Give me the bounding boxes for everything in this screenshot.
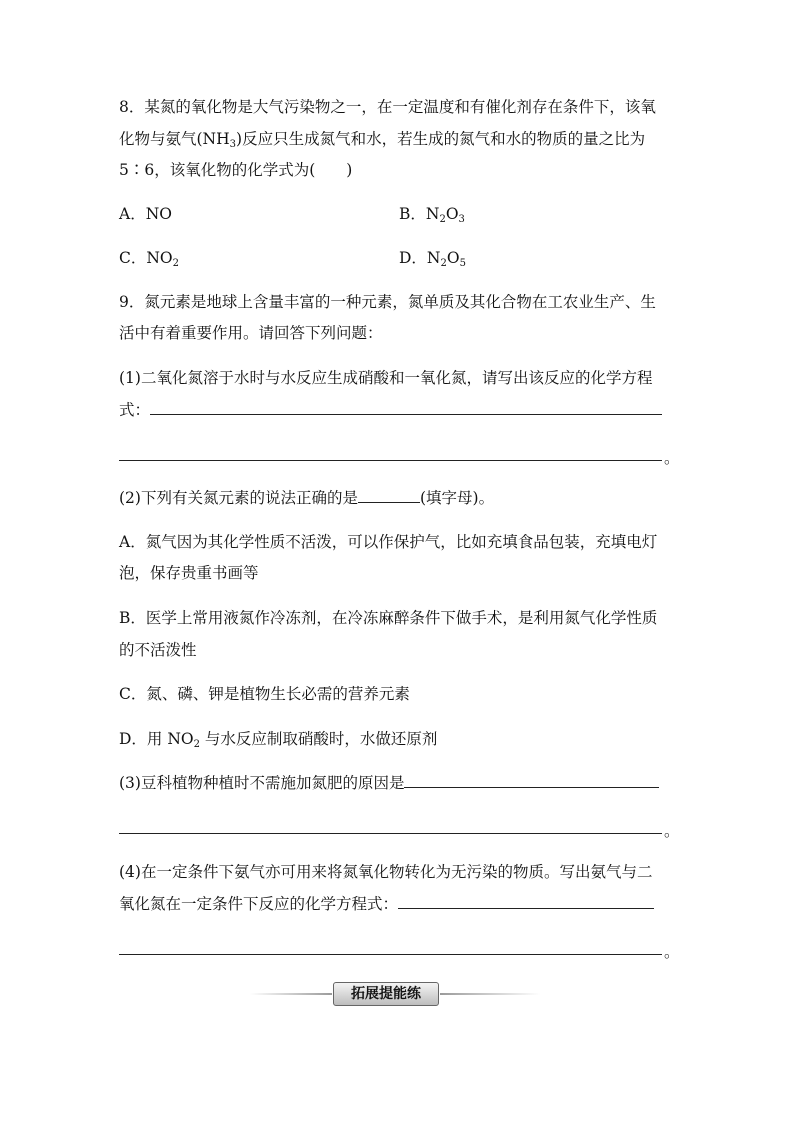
- q9-part1-line-1: (1)二氧化氮溶于水时与水反应生成硝酸和一氧化氮，请写出该反应的化学方程: [119, 369, 653, 387]
- banner-divider-left: [250, 993, 332, 995]
- q9-option-a-line-2: 泡，保存贵重书画等: [119, 564, 259, 582]
- period: 。: [664, 943, 680, 961]
- answer-rule[interactable]: [119, 460, 662, 461]
- answer-blank[interactable]: [150, 400, 662, 415]
- q8-stem-line-3: 5∶6，该氧化物的化学式为( ): [119, 161, 353, 179]
- q8-option-c: C．$NO_2$: [119, 249, 180, 269]
- answer-blank[interactable]: [404, 773, 659, 788]
- section-banner: [250, 982, 540, 1006]
- q9-intro-line-2: 活中有着重要作用。请回答下列问题：: [119, 324, 383, 342]
- q8-stem-line-2: 化物与氨气$(NH_3)$反应只生成氮气和水，若生成的氮气和水的物质的量之比为: [119, 130, 646, 150]
- q9-part4-line-1: (4)在一定条件下氨气亦可用来将氮氧化物转化为无污染的物质。写出氨气与二: [119, 863, 653, 881]
- q9-part1-line-2: 式：: [119, 400, 662, 420]
- q9-option-a-line-1: A．氮气因为其化学性质不活泼，可以作保护气，比如充填食品包装，充填电灯: [119, 533, 658, 551]
- q8-option-a: A．NO: [119, 205, 172, 223]
- q9-part3-stem: (3)豆科植物种植时不需施加氮肥的原因是: [119, 773, 659, 793]
- answer-rule[interactable]: [119, 833, 662, 834]
- period: 。: [664, 822, 680, 840]
- q9-part2-stem: (2)下列有关氮元素的说法正确的是 (填字母)。: [119, 489, 495, 507]
- q9-part4-line-2: 氧化氮在一定条件下反应的化学方程式：: [119, 894, 654, 914]
- period: 。: [664, 449, 680, 467]
- q8-stem-line-1: 8．某氮的氧化物是大气污染物之一，在一定温度和有催化剂存在条件下，该氧: [119, 98, 656, 116]
- q9-option-c: C．氮、磷、钾是植物生长必需的营养元素: [119, 685, 410, 703]
- answer-blank[interactable]: [358, 488, 420, 503]
- answer-blank[interactable]: [398, 894, 654, 909]
- q8-option-b: B．$N_2O_3$: [399, 205, 465, 225]
- q9-option-b-line-2: 的不活泼性: [119, 641, 197, 659]
- q8-option-d: D．$N_2O_5$: [399, 249, 466, 269]
- section-banner-label: 拓展提能练: [333, 982, 439, 1006]
- q9-option-d: D．用 $NO_2$ 与水反应制取硝酸时，水做还原剂: [119, 730, 438, 750]
- banner-divider-right: [440, 993, 540, 995]
- q9-intro-line-1: 9．氮元素是地球上含量丰富的一种元素，氮单质及其化合物在工农业生产、生: [119, 293, 656, 311]
- answer-rule[interactable]: [119, 954, 662, 955]
- q9-option-b-line-1: B．医学上常用液氮作冷冻剂，在冷冻麻醉条件下做手术，是利用氮气化学性质: [119, 609, 658, 627]
